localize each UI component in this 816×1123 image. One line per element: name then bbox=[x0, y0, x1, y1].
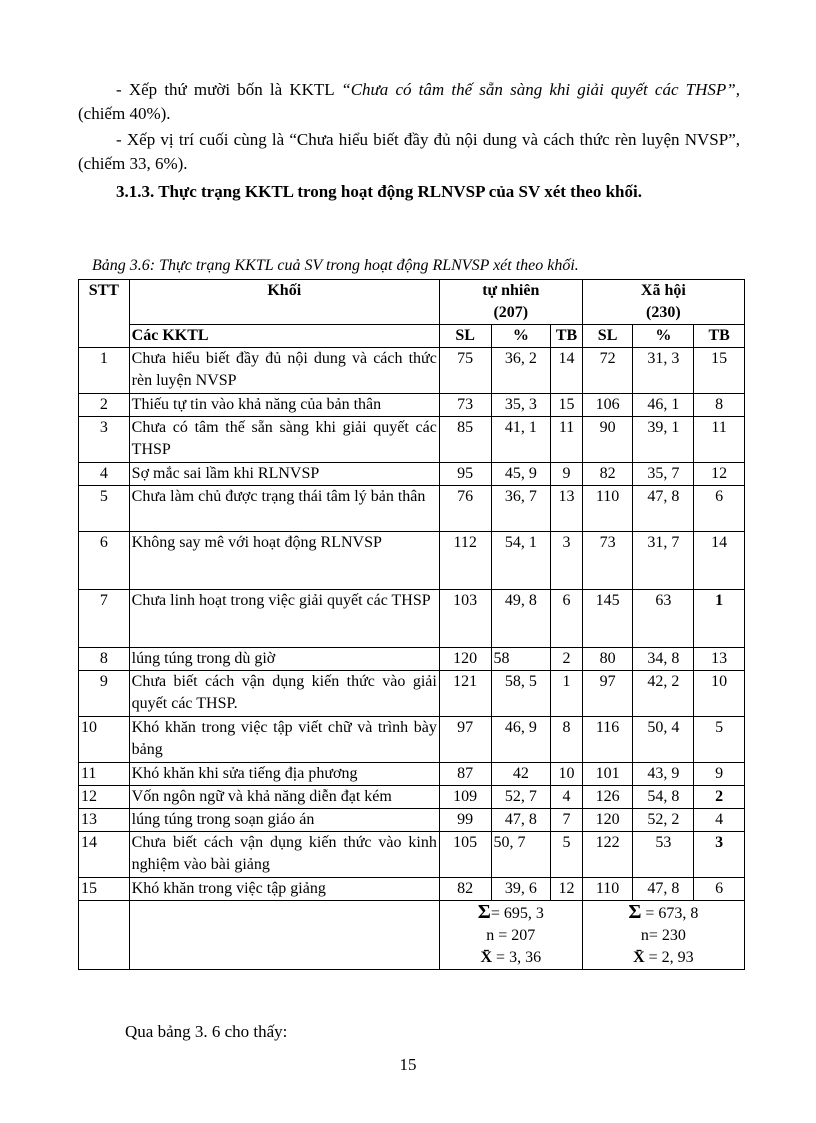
row-pct-xa-hoi: 34, 8 bbox=[633, 648, 694, 671]
section-heading: 3.1.3. Thực trạng KKTL trong hoạt động RLNVSP của SV xét theo khối. bbox=[116, 182, 642, 201]
row-tb-tu-nhien: 12 bbox=[551, 878, 582, 901]
row-tb-tu-nhien: 11 bbox=[551, 417, 582, 463]
row-tb-xa-hoi: 15 bbox=[694, 348, 745, 394]
row-pct-tu-nhien: 46, 9 bbox=[491, 717, 551, 763]
table-row bbox=[79, 786, 745, 809]
row-sl-tu-nhien: 103 bbox=[439, 590, 491, 648]
row-sl-xa-hoi: 101 bbox=[582, 763, 633, 786]
row-sl-tu-nhien: 76 bbox=[439, 486, 491, 532]
table-row bbox=[79, 486, 745, 532]
row-pct-xa-hoi: 47, 8 bbox=[633, 486, 694, 532]
row-tb-tu-nhien: 3 bbox=[551, 532, 582, 590]
row-sl-xa-hoi: 72 bbox=[582, 348, 633, 394]
conclusion-lead: Qua bảng 3. 6 cho thấy: bbox=[125, 1022, 288, 1041]
row-sl-xa-hoi: 122 bbox=[582, 832, 633, 878]
row-sl-tu-nhien: 75 bbox=[439, 348, 491, 394]
row-pct-xa-hoi: 50, 4 bbox=[633, 717, 694, 763]
row-sl-tu-nhien: 73 bbox=[439, 394, 491, 417]
row-pct-tu-nhien: 58 bbox=[491, 648, 551, 671]
row-pct-xa-hoi: 47, 8 bbox=[633, 878, 694, 901]
table-summary-row bbox=[79, 901, 745, 970]
header-group-tu-nhien: tự nhiên (207) bbox=[439, 280, 582, 325]
table-row bbox=[79, 809, 745, 832]
row-tb-xa-hoi: 14 bbox=[694, 532, 745, 590]
row-tb-tu-nhien: 5 bbox=[551, 832, 582, 878]
row-stt: 6 bbox=[79, 532, 130, 590]
paragraph-rank-last: - Xếp vị trí cuối cùng là “Chưa hiểu biết đầy đủ nội dung và cách thức rèn luyện NVSP”, (chiếm 33, 6%). bbox=[78, 130, 740, 173]
row-pct-tu-nhien: 49, 8 bbox=[491, 590, 551, 648]
row-label: Thiếu tự tin vào khả năng của bản thân bbox=[129, 394, 439, 417]
row-sl-tu-nhien: 87 bbox=[439, 763, 491, 786]
row-stt: 10 bbox=[79, 717, 130, 763]
row-stt: 5 bbox=[79, 486, 130, 532]
table-row bbox=[79, 463, 745, 486]
table-row bbox=[79, 763, 745, 786]
row-pct-xa-hoi: 52, 2 bbox=[633, 809, 694, 832]
header-sl: SL bbox=[582, 325, 633, 348]
row-pct-xa-hoi: 54, 8 bbox=[633, 786, 694, 809]
row-sl-tu-nhien: 99 bbox=[439, 809, 491, 832]
row-label: lúng túng trong soạn giáo án bbox=[129, 809, 439, 832]
summary-xa-hoi: Σ = 673, 8 n= 230 X̄ = 2, 93 bbox=[582, 901, 744, 970]
row-tb-tu-nhien: 15 bbox=[551, 394, 582, 417]
row-tb-tu-nhien: 4 bbox=[551, 786, 582, 809]
table-header-row bbox=[79, 280, 745, 325]
table-row bbox=[79, 348, 745, 394]
row-pct-tu-nhien: 50, 7 bbox=[491, 832, 551, 878]
row-tb-tu-nhien: 9 bbox=[551, 463, 582, 486]
row-label: Chưa biết cách vận dụng kiến thức vào kinh nghiệm vào bài giảng bbox=[129, 832, 439, 878]
header-pct: % bbox=[491, 325, 551, 348]
paragraph-rank-14: - Xếp thứ mười bốn là KKTL “Chưa có tâm thế sẵn sàng khi giải quyết các THSP”, (chiếm 40%). bbox=[78, 80, 740, 123]
row-sl-tu-nhien: 105 bbox=[439, 832, 491, 878]
header-khoi: Khối bbox=[129, 280, 439, 325]
row-label: Chưa có tâm thế sẵn sàng khi giải quyết các THSP bbox=[129, 417, 439, 463]
row-sl-xa-hoi: 80 bbox=[582, 648, 633, 671]
sigma-symbol: Σ bbox=[628, 901, 642, 923]
row-label: Chưa biết cách vận dụng kiến thức vào giải quyết các THSP. bbox=[129, 671, 439, 717]
row-label: Chưa làm chủ được trạng thái tâm lý bản thân bbox=[129, 486, 439, 532]
row-stt: 7 bbox=[79, 590, 130, 648]
row-tb-tu-nhien: 1 bbox=[551, 671, 582, 717]
row-stt: 12 bbox=[79, 786, 130, 809]
row-pct-tu-nhien: 36, 7 bbox=[491, 486, 551, 532]
header-sl: SL bbox=[439, 325, 491, 348]
table-row bbox=[79, 717, 745, 763]
row-pct-tu-nhien: 58, 5 bbox=[491, 671, 551, 717]
row-tb-xa-hoi: 9 bbox=[694, 763, 745, 786]
table-row bbox=[79, 648, 745, 671]
table-caption: Bảng 3.6: Thực trạng KKTL cuả SV trong hoạt động RLNVSP xét theo khối. bbox=[92, 257, 579, 274]
row-tb-xa-hoi: 1 bbox=[694, 590, 745, 648]
row-stt: 3 bbox=[79, 417, 130, 463]
row-label: Chưa hiểu biết đầy đủ nội dung và cách thức rèn luyện NVSP bbox=[129, 348, 439, 394]
row-pct-xa-hoi: 31, 3 bbox=[633, 348, 694, 394]
sigma-symbol: Σ bbox=[477, 901, 491, 923]
row-pct-tu-nhien: 41, 1 bbox=[491, 417, 551, 463]
row-tb-xa-hoi: 3 bbox=[694, 832, 745, 878]
row-stt: 1 bbox=[79, 348, 130, 394]
header-group-xa-hoi: Xã hội (230) bbox=[582, 280, 744, 325]
table-row bbox=[79, 590, 745, 648]
row-label: Vốn ngôn ngữ và khả năng diễn đạt kém bbox=[129, 786, 439, 809]
row-label: Khó khăn trong việc tập giảng bbox=[129, 878, 439, 901]
row-tb-xa-hoi: 10 bbox=[694, 671, 745, 717]
table-row bbox=[79, 878, 745, 901]
xbar-symbol: X̄ bbox=[480, 949, 493, 966]
header-pct: % bbox=[633, 325, 694, 348]
row-tb-tu-nhien: 7 bbox=[551, 809, 582, 832]
row-pct-tu-nhien: 54, 1 bbox=[491, 532, 551, 590]
row-tb-xa-hoi: 8 bbox=[694, 394, 745, 417]
row-stt: 9 bbox=[79, 671, 130, 717]
row-tb-xa-hoi: 6 bbox=[694, 878, 745, 901]
xbar-symbol: X̄ bbox=[633, 949, 645, 966]
row-stt: 13 bbox=[79, 809, 130, 832]
row-tb-xa-hoi: 12 bbox=[694, 463, 745, 486]
row-sl-xa-hoi: 126 bbox=[582, 786, 633, 809]
row-sl-tu-nhien: 109 bbox=[439, 786, 491, 809]
row-tb-xa-hoi: 13 bbox=[694, 648, 745, 671]
row-tb-tu-nhien: 10 bbox=[551, 763, 582, 786]
row-pct-tu-nhien: 35, 3 bbox=[491, 394, 551, 417]
row-tb-tu-nhien: 13 bbox=[551, 486, 582, 532]
row-tb-xa-hoi: 2 bbox=[694, 786, 745, 809]
row-pct-xa-hoi: 42, 2 bbox=[633, 671, 694, 717]
row-pct-xa-hoi: 39, 1 bbox=[633, 417, 694, 463]
row-pct-xa-hoi: 43, 9 bbox=[633, 763, 694, 786]
row-pct-tu-nhien: 52, 7 bbox=[491, 786, 551, 809]
row-pct-tu-nhien: 42 bbox=[491, 763, 551, 786]
row-pct-xa-hoi: 63 bbox=[633, 590, 694, 648]
row-sl-tu-nhien: 112 bbox=[439, 532, 491, 590]
row-stt: 11 bbox=[79, 763, 130, 786]
row-sl-tu-nhien: 85 bbox=[439, 417, 491, 463]
row-stt: 14 bbox=[79, 832, 130, 878]
page-number: 15 bbox=[399, 1055, 417, 1074]
row-label: Sợ mắc sai lầm khi RLNVSP bbox=[129, 463, 439, 486]
row-sl-xa-hoi: 97 bbox=[582, 671, 633, 717]
kktl-table bbox=[78, 279, 745, 970]
row-label: Không say mê với hoạt động RLNVSP bbox=[129, 532, 439, 590]
row-tb-xa-hoi: 6 bbox=[694, 486, 745, 532]
row-tb-tu-nhien: 6 bbox=[551, 590, 582, 648]
row-tb-xa-hoi: 4 bbox=[694, 809, 745, 832]
table-row bbox=[79, 832, 745, 878]
row-stt: 2 bbox=[79, 394, 130, 417]
row-sl-xa-hoi: 106 bbox=[582, 394, 633, 417]
row-sl-xa-hoi: 73 bbox=[582, 532, 633, 590]
row-sl-xa-hoi: 82 bbox=[582, 463, 633, 486]
header-tb: TB bbox=[694, 325, 745, 348]
row-pct-tu-nhien: 47, 8 bbox=[491, 809, 551, 832]
table-row bbox=[79, 671, 745, 717]
row-sl-xa-hoi: 110 bbox=[582, 878, 633, 901]
table-subheader-row bbox=[79, 325, 745, 348]
row-sl-xa-hoi: 116 bbox=[582, 717, 633, 763]
row-pct-xa-hoi: 35, 7 bbox=[633, 463, 694, 486]
row-stt: 15 bbox=[79, 878, 130, 901]
summary-tu-nhien: Σ= 695, 3 n = 207 X̄ = 3, 36 bbox=[439, 901, 582, 970]
row-pct-tu-nhien: 36, 2 bbox=[491, 348, 551, 394]
row-stt: 4 bbox=[79, 463, 130, 486]
row-sl-xa-hoi: 120 bbox=[582, 809, 633, 832]
header-tb: TB bbox=[551, 325, 582, 348]
header-stt: STT bbox=[79, 280, 130, 348]
row-label: lúng túng trong dù giờ bbox=[129, 648, 439, 671]
row-sl-tu-nhien: 95 bbox=[439, 463, 491, 486]
table-row bbox=[79, 417, 745, 463]
table-row bbox=[79, 394, 745, 417]
row-label: Chưa linh hoạt trong việc giải quyết các THSP bbox=[129, 590, 439, 648]
row-sl-xa-hoi: 110 bbox=[582, 486, 633, 532]
row-tb-tu-nhien: 2 bbox=[551, 648, 582, 671]
row-sl-xa-hoi: 90 bbox=[582, 417, 633, 463]
header-cac-kktl: Các KKTL bbox=[129, 325, 439, 348]
row-sl-tu-nhien: 97 bbox=[439, 717, 491, 763]
row-sl-tu-nhien: 82 bbox=[439, 878, 491, 901]
row-pct-xa-hoi: 46, 1 bbox=[633, 394, 694, 417]
row-tb-tu-nhien: 14 bbox=[551, 348, 582, 394]
row-sl-tu-nhien: 120 bbox=[439, 648, 491, 671]
row-pct-tu-nhien: 39, 6 bbox=[491, 878, 551, 901]
row-pct-tu-nhien: 45, 9 bbox=[491, 463, 551, 486]
row-tb-xa-hoi: 5 bbox=[694, 717, 745, 763]
row-tb-xa-hoi: 11 bbox=[694, 417, 745, 463]
table-row bbox=[79, 532, 745, 590]
row-label: Khó khăn khi sửa tiếng địa phương bbox=[129, 763, 439, 786]
row-tb-tu-nhien: 8 bbox=[551, 717, 582, 763]
summary-empty bbox=[79, 901, 130, 970]
row-sl-xa-hoi: 145 bbox=[582, 590, 633, 648]
row-label: Khó khăn trong việc tập viết chữ và trình bày bảng bbox=[129, 717, 439, 763]
row-sl-tu-nhien: 121 bbox=[439, 671, 491, 717]
row-pct-xa-hoi: 31, 7 bbox=[633, 532, 694, 590]
summary-empty bbox=[129, 901, 439, 970]
row-pct-xa-hoi: 53 bbox=[633, 832, 694, 878]
row-stt: 8 bbox=[79, 648, 130, 671]
